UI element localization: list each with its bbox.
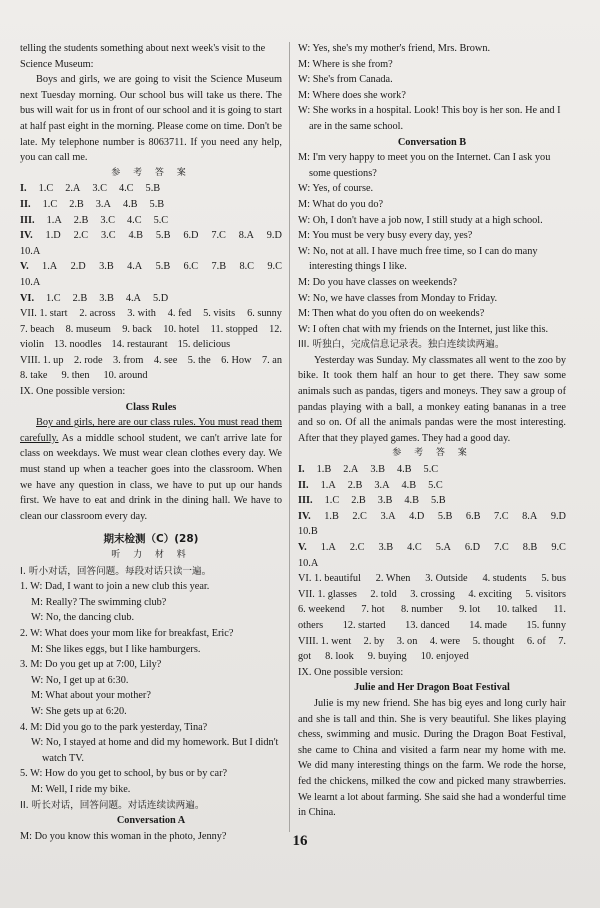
answer-line	[298, 478, 566, 494]
dialogue-line	[20, 782, 282, 798]
answer-item: others	[298, 619, 324, 631]
answer-item: 7. an	[261, 354, 282, 366]
dragon-boat-essay: Julie is my new friend. She has big eyes and long curly hair and she is tall and thin. She is very beautiful. She likes playing chess, swimming and music. During the Dragon Boat Festival, she came to China and visited a farm near my home with me. We did many interesting things on the farm. We rode the horse, fed the chickens, milked the cow and picked many strawberries. We learnt a lot about farming. She said she had a wonderful time in China.	[298, 697, 566, 819]
page-number: 16	[292, 833, 308, 849]
answer-item: 2.A	[343, 464, 359, 476]
answer-line	[298, 587, 566, 603]
dialogue-line: W: She works in a hospital. Look! This boy is her son. He and I	[298, 105, 561, 117]
answer-item: 7.C	[211, 230, 226, 242]
answer-item: 2. by	[363, 635, 385, 647]
answer-item: 9.C	[551, 542, 566, 553]
answer-item: 7.	[558, 635, 566, 647]
answer-item: 8. look	[325, 651, 354, 663]
answer-section-label: IV.	[298, 510, 311, 522]
answer-item: 9. buying	[367, 651, 407, 663]
conversation-a-lines	[298, 41, 566, 135]
answer-item: 3.B	[378, 542, 394, 553]
answer-section-label: III.	[298, 495, 313, 507]
answer-line	[298, 571, 566, 587]
answer-item: 8. museum	[65, 323, 111, 335]
answer-item: 1.C	[42, 198, 58, 210]
answer-item: 3.B	[99, 261, 114, 273]
answer-item: 1.D	[45, 230, 61, 242]
dialogue-line: W: Yes, she's my mother's friend, Mrs. Brown.	[298, 43, 491, 54]
answer-item: 3. from	[113, 354, 144, 366]
answer-line	[298, 462, 566, 478]
answer-item: 14. restaurant	[111, 339, 168, 351]
answer-item: 2.A	[65, 183, 81, 195]
answer-item: 7.C	[494, 542, 509, 553]
answer-item: 4.B	[401, 479, 417, 491]
conversation-b-title: Conversation B	[397, 136, 467, 148]
answer-line	[20, 275, 282, 291]
answer-item: 3.A	[374, 479, 390, 491]
answer-item: 3.C	[101, 230, 116, 242]
answer-item: 2. When	[375, 573, 411, 585]
dialogue-line: M: Where does she work?	[298, 89, 406, 101]
answer-item: VIII. 1. up	[20, 354, 64, 366]
answer-item: 10. around	[103, 370, 148, 382]
answer-item: 7.C	[494, 510, 509, 522]
answer-line	[298, 618, 566, 634]
answer-item: VII. 1. glasses	[298, 588, 357, 600]
answer-item: 2.B	[351, 495, 366, 507]
section-1-instruction: I. 听小对话，回答问题。每段对话只读一遍。	[20, 565, 212, 577]
answer-item: 4. exciting	[468, 588, 512, 600]
answer-section-label: VI.	[20, 292, 35, 304]
dialogue-number: 2.	[20, 627, 28, 639]
dialogue-line	[20, 751, 282, 767]
answer-item: 5.B	[437, 510, 453, 522]
answer-item: 6. of	[526, 635, 546, 647]
answer-item: 4. fed	[167, 308, 192, 320]
answer-item: 5.C	[153, 214, 169, 226]
dialogue-text: W: No, I get up at 6:30.	[31, 674, 129, 686]
answer-section-label: V.	[298, 542, 307, 553]
answer-item: 9.D	[266, 230, 282, 242]
answer-item: 8.A	[238, 230, 254, 242]
essay-underlined-text: Boy and girls, here are our class rules. You must read them carefully.	[20, 417, 282, 444]
answer-item: violin	[20, 339, 45, 351]
answer-item: 6.D	[464, 542, 481, 553]
answer-item: 1.C	[324, 495, 340, 507]
answer-item: 14. made	[469, 619, 507, 631]
answer-item: 7.B	[211, 261, 227, 273]
answer-item: 3.A	[95, 198, 111, 210]
section-2-instruction: II. 听长对话，回答问题。对话连续读两遍。	[20, 799, 205, 811]
dialogue-number: 1.	[20, 581, 28, 593]
answer-line	[20, 213, 282, 229]
answer-item: 6. sunny	[247, 308, 282, 320]
answer-item: 4.D	[409, 510, 425, 522]
ix-label: IX. One possible version:	[298, 666, 404, 678]
section-3-instruction: III. 听独白，完成信息记录表。独白连续读两遍。	[298, 339, 505, 351]
dialogue-line	[20, 688, 282, 704]
answer-item: 5. visits	[203, 308, 236, 320]
answer-item: 15. funny	[526, 619, 566, 631]
answer-item: 4.A	[127, 261, 143, 273]
dialogue-line: W: I often chat with my friends on the Internet, just like this.	[298, 323, 549, 335]
conversation-b-lines	[298, 150, 566, 337]
conversation-a-title: Conversation A	[116, 815, 186, 827]
essay-text: As a middle school student, we can't arrive late for class on weekdays. We must wear clean clothes every day. We must stand up when a teacher goes into the classroom. When we have any question in class, we have to put up our hands first. We have to eat and drink in the dining hall. We have to clean our classroom every day.	[20, 432, 282, 522]
dialogue-line: M: I'm very happy to meet you on the Internet. Can I ask you	[298, 152, 551, 164]
answer-item: 1.C	[38, 183, 54, 195]
answer-item: 9. lot	[459, 604, 481, 616]
dialogue-line	[20, 610, 282, 626]
answer-item: 11.	[553, 604, 566, 616]
answer-item: 5.D	[152, 292, 169, 304]
answer-section-label: I.	[20, 183, 27, 195]
dialogue-line: M: Then what do you often do on weekends?	[298, 308, 485, 320]
answer-item: 13. noodles	[54, 339, 102, 351]
answer-item: 3.B	[370, 464, 385, 476]
dialogue-line: W: Oh, I don't have a job now, I still study at a high school.	[298, 214, 543, 226]
dialogue-line: M: What do you do?	[298, 198, 384, 210]
dialogue-line: W: Yes, of course.	[298, 183, 374, 195]
answer-item: 3. on	[396, 635, 418, 647]
answer-item: 3. with	[127, 308, 156, 320]
essay-title: Class Rules	[125, 401, 177, 413]
answer-line	[20, 244, 282, 260]
answer-item: VII. 1. start	[20, 308, 68, 320]
dialogue-number: 4.	[20, 721, 28, 733]
answer-line	[20, 181, 282, 197]
answer-item: 3.B	[99, 292, 114, 304]
dialogue-text: W: How do you get to school, by bus or by car?	[30, 768, 228, 780]
answer-key-2	[298, 462, 566, 571]
answer-line	[20, 197, 282, 213]
essay-title: Julie and Her Dragon Boat Festival	[354, 682, 510, 694]
dialogue-text: W: What does your mom like for breakfast, Eric?	[30, 627, 234, 639]
answer-item: 5.C	[423, 464, 439, 476]
answer-item: 5.B	[430, 495, 446, 507]
dialogue-text: M: Did you go to the park yesterday, Tina?	[30, 721, 208, 733]
answer-item: 4.B	[396, 464, 412, 476]
dialogue-line	[20, 766, 282, 782]
answer-item: 12. started	[342, 619, 386, 631]
dialogue-line	[20, 704, 282, 720]
answer-line	[20, 337, 282, 353]
answer-item: 4. students	[482, 573, 527, 585]
answer-item: 10. hotel	[163, 323, 200, 335]
answer-item: 6.C	[183, 261, 199, 273]
answer-item: 8.B	[522, 542, 538, 553]
dialogue-text: M: She likes eggs, but I like hamburgers.	[31, 643, 201, 655]
answer-line	[20, 368, 282, 384]
dialogue-line	[20, 720, 282, 736]
dialogue-line: W: She's from Canada.	[298, 74, 393, 86]
answer-item: 5.B	[145, 183, 161, 195]
answer-item: 6. weekend	[298, 604, 345, 616]
dialogue-line	[20, 626, 282, 642]
answer-item: 9.D	[550, 510, 566, 522]
dialogue-line: M: Do you know this woman in the photo, Jenny?	[20, 830, 227, 842]
answer-item: 10.A	[20, 276, 41, 288]
dialogue-text: W: Dad, I want to join a new club this year.	[30, 581, 210, 593]
monologue: Yesterday was Sunday. My classmates all went to the zoo by bike. It took them half an hour to get there. They saw some animals such as pandas, tigers and moneys. They saw a group of pandas playing with a ball, a monkey eating bananas in a tree and so on. Of all the animals pandas were the most interesting. After that they played games. They had a good day.	[298, 354, 566, 444]
answer-item: 1.C	[46, 292, 61, 304]
answer-item: 1.A	[46, 214, 62, 226]
answer-item: 5. the	[187, 354, 211, 366]
intro-line: telling the students something about next week's visit to the	[20, 43, 266, 54]
ix-label: IX. One possible version:	[20, 386, 126, 398]
answer-section-label: V.	[20, 261, 29, 273]
answer-line	[20, 259, 282, 275]
answer-item: 9. back	[122, 323, 152, 335]
answer-item: 2.B	[72, 292, 88, 304]
answer-section-label: II.	[20, 198, 31, 210]
answer-item: 4.A	[125, 292, 141, 304]
dialogue-text: W: No, the dancing club.	[31, 612, 135, 624]
dialogue-line: M: You must be very busy every day, yes?	[298, 230, 473, 242]
dialogue-text: M: Really? The swimming club?	[31, 596, 167, 608]
listening-material-heading: 听 力 材 料	[111, 550, 191, 560]
answer-item: 1.A	[42, 261, 58, 273]
answer-item: 2.B	[69, 198, 84, 210]
answer-section-label: II.	[298, 479, 309, 491]
answer-item: 7. hot	[361, 604, 385, 616]
dialogue-text: M: What about your mother?	[31, 690, 151, 702]
museum-speech: Boys and girls, we are going to visit the Science Museum next Tuesday morning. Our school bus will take us there. The bus will wait for us in front of our school and it is going to start at half past eight in the morning. Please come on time. Don't be late. My telephone number is 8063711. If you need any help, you can call me.	[20, 74, 282, 164]
answer-item: 4. see	[153, 354, 178, 366]
answer-line	[298, 540, 566, 556]
dialogue-line: M: Do you have classes on weekends?	[298, 276, 457, 288]
test-title: 期末检测（C）(28)	[103, 533, 199, 546]
answer-item: 2.B	[73, 214, 89, 226]
answer-item: 10.B	[298, 526, 318, 538]
dialogue-line: M: Where is she from?	[298, 58, 393, 70]
answer-section-label: I.	[298, 464, 305, 476]
answer-item: 10.A	[298, 557, 319, 569]
answer-item: 8. number	[400, 604, 443, 616]
answer-item: 4.C	[407, 542, 422, 553]
answer-item: 1.A	[320, 542, 336, 553]
answer-item: 10. talked	[496, 604, 538, 616]
answer-item: 3.C	[100, 214, 115, 226]
dialogue-text: W: She gets up at 6:20.	[31, 705, 127, 717]
answer-item: 4.B	[128, 230, 144, 242]
answer-item: 6. How	[221, 354, 252, 366]
dialogue-line: interesting things I like.	[309, 261, 407, 273]
dialogue-text: watch TV.	[42, 752, 84, 764]
answer-item: 3. Outside	[425, 573, 468, 585]
answer-item: got	[298, 651, 312, 663]
answer-item: 5.A	[435, 542, 451, 553]
answer-line	[20, 291, 282, 307]
answer-item: 6.B	[465, 510, 481, 522]
answer-item: 2.C	[349, 542, 365, 553]
answer-item: 5.C	[428, 479, 443, 491]
intro-line: Science Museum:	[20, 58, 94, 70]
answer-line	[298, 634, 566, 650]
answer-item: 8.A	[522, 510, 538, 522]
answer-item: 5.B	[155, 261, 171, 273]
answer-line	[298, 493, 566, 509]
dialogue-number: 3.	[20, 659, 28, 671]
answer-item: 8. take	[20, 370, 48, 382]
answer-item: 3. crossing	[410, 588, 455, 600]
dialogue-line	[20, 579, 282, 595]
answer-item: 4.C	[126, 214, 142, 226]
dialogue-line	[20, 642, 282, 658]
dialogue-line	[20, 657, 282, 673]
dialogue-line	[20, 673, 282, 689]
answer-line	[20, 353, 282, 369]
column-divider	[289, 42, 290, 832]
answer-item: 4.B	[122, 198, 138, 210]
answer-item: 2.D	[70, 261, 86, 273]
dialogue-list	[20, 579, 282, 797]
answer-item: 2. rode	[73, 354, 103, 366]
answer-key-1	[20, 181, 282, 306]
dialogue-line: some questions?	[309, 167, 377, 179]
answer-item: VIII. 1. went	[298, 635, 352, 647]
answer-item: 5. visitors	[525, 588, 566, 600]
answer-item: 2.C	[352, 510, 367, 522]
answer-line	[298, 602, 566, 618]
answer-line	[298, 649, 566, 665]
dialogue-line: W: No, not at all. I have much free time, so I can do many	[298, 245, 538, 257]
dialogue-line	[20, 735, 282, 751]
answer-item: 4. were	[429, 635, 461, 647]
answer-item: 4.C	[118, 183, 134, 195]
answer-item: 10. enjoyed	[420, 651, 469, 663]
answer-item: 2.C	[73, 230, 89, 242]
answer-item: 3.B	[377, 495, 393, 507]
dialogue-text: M: Well, I ride my bike.	[31, 783, 131, 795]
answer-item: 1.A	[320, 479, 336, 491]
answer-line	[298, 556, 566, 572]
answer-item: 1.B	[324, 510, 339, 522]
dialogue-number: 5.	[20, 768, 28, 780]
answer-item: 7. beach	[20, 323, 55, 335]
answer-section-label: IV.	[20, 230, 33, 242]
right-column	[298, 41, 566, 821]
answer-item: 13. danced	[405, 619, 450, 631]
dialogue-line: are in the same school.	[309, 120, 404, 132]
answer-item: 9.C	[267, 261, 282, 273]
answer-item: 2. across	[79, 308, 116, 320]
answer-line	[298, 524, 566, 540]
dialogue-text: W: No, I stayed at home and did my homework. But I didn't	[31, 737, 279, 749]
answer-item: 3.C	[92, 183, 107, 195]
class-rules-essay	[20, 415, 282, 524]
answer-item: 2.B	[347, 479, 363, 491]
left-column	[20, 41, 282, 844]
answer-item: 11. stopped	[210, 323, 258, 335]
answer-item: 15. delicious	[177, 339, 231, 351]
reference-answers-heading: 参 考 答 案	[392, 448, 472, 459]
answer-item: 5.B	[149, 198, 165, 210]
answer-item: 9. then	[61, 370, 90, 382]
answer-line	[298, 509, 566, 525]
answer-section-label: III.	[20, 214, 35, 226]
answer-item: 3.A	[380, 510, 396, 522]
answer-line	[20, 228, 282, 244]
answer-item: 12.	[269, 323, 282, 335]
answer-item: 8.C	[239, 261, 255, 273]
answer-line	[20, 306, 282, 322]
dialogue-line	[20, 595, 282, 611]
answer-item: VI. 1. beautiful	[298, 573, 361, 585]
answer-line	[20, 322, 282, 338]
answer-item: 5.B	[155, 230, 171, 242]
answer-item: 1.B	[316, 464, 332, 476]
answer-item: 10.A	[20, 245, 41, 257]
answer-item: 4.B	[404, 495, 419, 507]
answer-item: 5. thought	[472, 635, 515, 647]
dialogue-text: M: Do you get up at 7:00, Lily?	[30, 659, 162, 671]
reference-answers-heading: 参 考 答 案	[111, 167, 191, 178]
answer-item: 6.D	[183, 230, 199, 242]
answer-item: 5. bus	[541, 573, 566, 585]
dialogue-line: W: No, we have classes from Monday to Friday.	[298, 292, 498, 304]
answer-item: 2. told	[370, 588, 397, 600]
